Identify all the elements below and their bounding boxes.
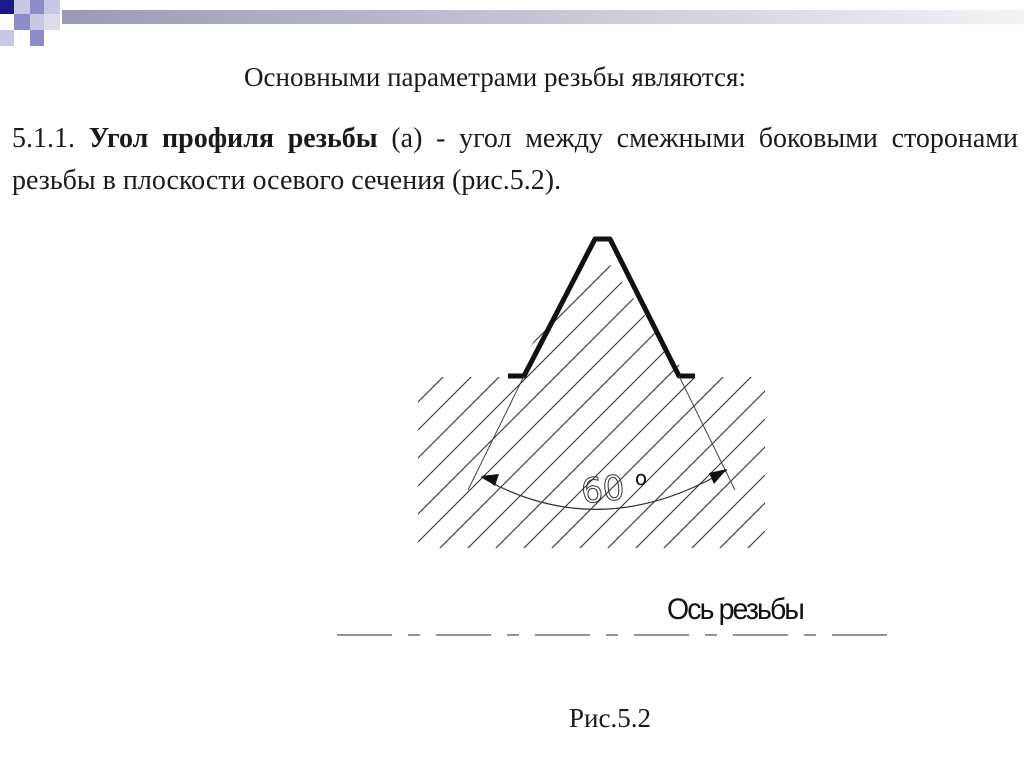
hatch-line	[0, 200, 340, 600]
hatch-line	[0, 200, 200, 600]
axis-label: Ось резьбы	[667, 593, 804, 626]
hatch-line	[864, 200, 1024, 600]
slide-heading: Основными параметрами резьбы являются:	[244, 62, 746, 92]
hatch-line	[52, 200, 452, 600]
hatch-line	[0, 200, 312, 600]
hatch-line	[640, 200, 1024, 600]
hatch-line	[0, 200, 396, 600]
paragraph-term-symbol: (а)	[391, 123, 423, 154]
hatch-line	[0, 200, 228, 600]
hatch-line	[836, 200, 1024, 600]
hatch-line	[0, 200, 256, 600]
hatch-line	[24, 200, 424, 600]
paragraph-term: Угол профиля резьбы	[88, 123, 378, 154]
hatch-line	[808, 200, 1024, 600]
hatch-line	[0, 200, 284, 600]
right-arrowhead	[709, 469, 727, 484]
angle-label: 60	[579, 467, 627, 513]
thread-profile-outline	[508, 239, 695, 376]
left-arrowhead	[481, 474, 499, 486]
paragraph-number: 5.1.1.	[12, 123, 75, 154]
hatch-line	[0, 200, 368, 600]
hatch-line	[780, 200, 1024, 600]
hatch-line	[892, 200, 1024, 600]
hatch-line	[668, 200, 1024, 600]
paragraph-definition: - угол между смежными боковыми сторонами резьбы в плоскости осевого сечения (рис.5.2).	[12, 123, 1019, 196]
hatch-line	[724, 200, 1024, 600]
hatch-line	[752, 200, 1024, 600]
degree-mark: о	[634, 466, 648, 490]
hatch-line	[696, 200, 1024, 600]
figure-caption: Рис.5.2	[569, 703, 651, 733]
